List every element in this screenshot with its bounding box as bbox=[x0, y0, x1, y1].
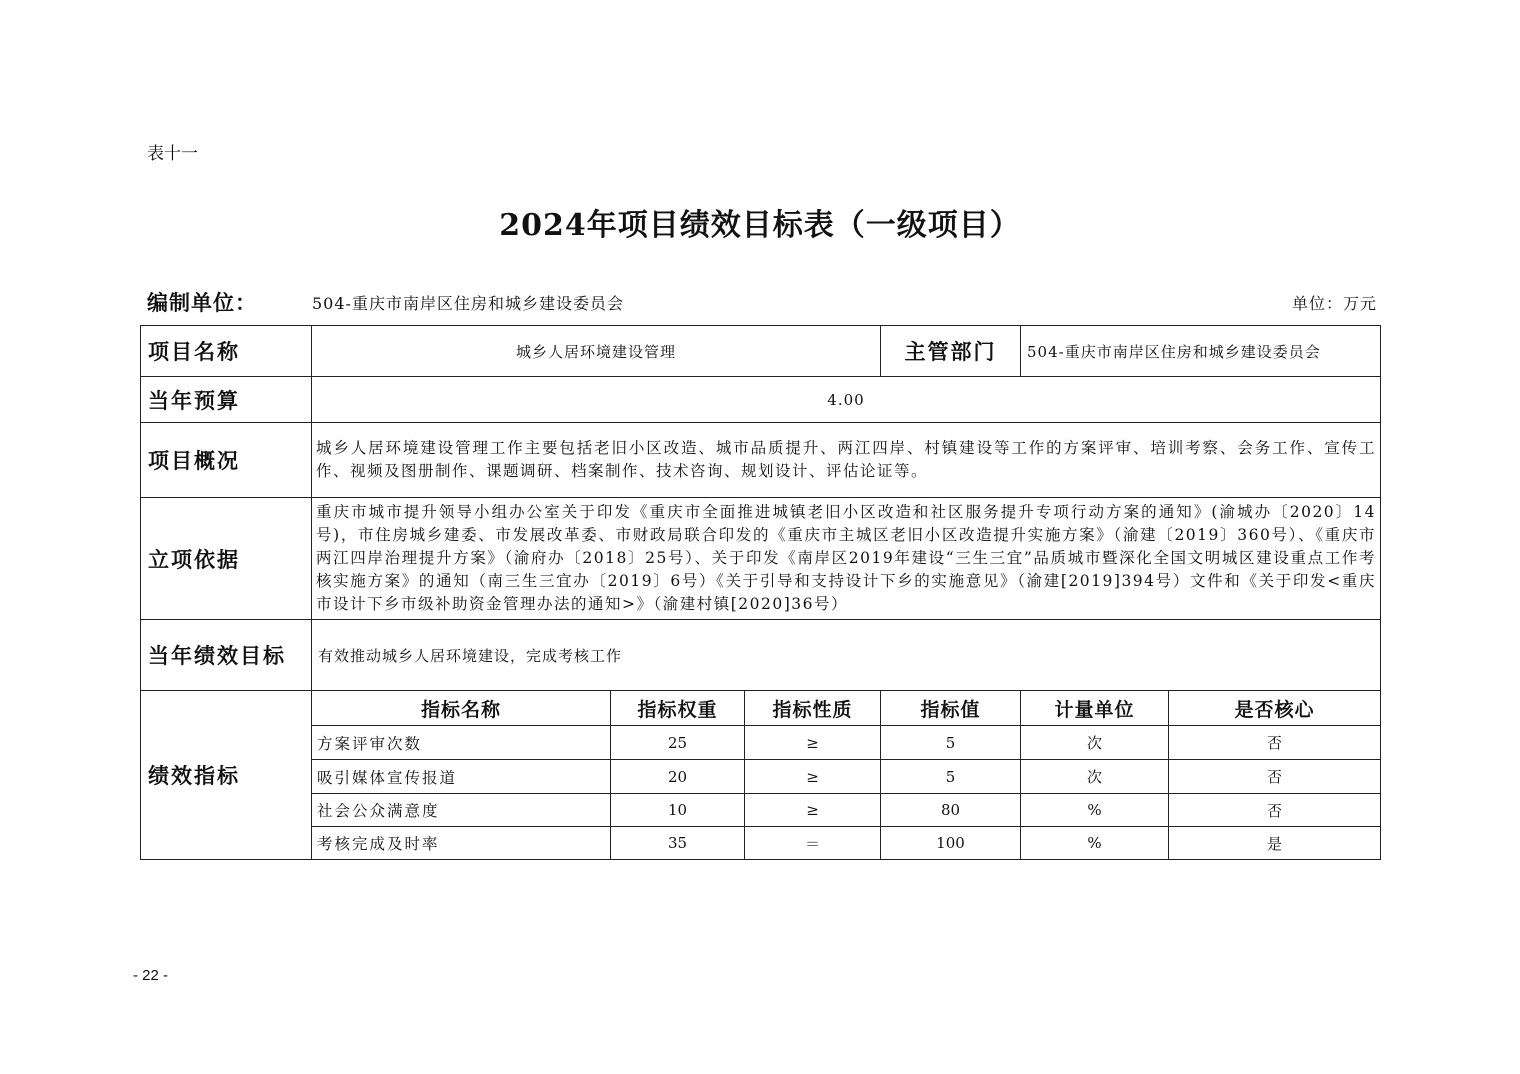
org-label: 编制单位： bbox=[147, 290, 257, 315]
indicator-name: 吸引媒体宣传报道 bbox=[312, 760, 611, 794]
table-label: 表十一 bbox=[147, 144, 198, 164]
indicator-core: 否 bbox=[1169, 794, 1381, 827]
indicator-name: 方案评审次数 bbox=[312, 726, 611, 760]
col-header-value: 指标值 bbox=[881, 691, 1021, 726]
indicator-weight: 25 bbox=[611, 726, 745, 760]
indicator-weight: 20 bbox=[611, 760, 745, 794]
indicator-value: 5 bbox=[881, 726, 1021, 760]
indicator-unit: 次 bbox=[1021, 726, 1169, 760]
basis-label: 立项依据 bbox=[141, 498, 312, 620]
indicator-weight: 35 bbox=[611, 827, 745, 860]
dept-value: 504-重庆市南岸区住房和城乡建设委员会 bbox=[1021, 326, 1381, 377]
overview-label: 项目概况 bbox=[141, 423, 312, 498]
unit-label: 单位：万元 bbox=[1291, 294, 1377, 313]
org-value: 504-重庆市南岸区住房和城乡建设委员会 bbox=[312, 294, 624, 313]
meta-row bbox=[147, 287, 1377, 317]
row-basis bbox=[141, 498, 1381, 620]
budget-value: 4.00 bbox=[312, 377, 1381, 423]
goal-value: 有效推动城乡人居环境建设，完成考核工作 bbox=[312, 620, 1381, 691]
table-row bbox=[141, 794, 1381, 827]
row-overview bbox=[141, 423, 1381, 498]
indicator-unit: % bbox=[1021, 827, 1169, 860]
indicator-core: 是 bbox=[1169, 827, 1381, 860]
indicator-nature: ≥ bbox=[745, 760, 881, 794]
budget-label: 当年预算 bbox=[141, 377, 312, 423]
table-row bbox=[141, 827, 1381, 860]
indicator-name: 考核完成及时率 bbox=[312, 827, 611, 860]
indicator-value: 100 bbox=[881, 827, 1021, 860]
col-header-name: 指标名称 bbox=[312, 691, 611, 726]
table-row bbox=[141, 726, 1381, 760]
project-name-value: 城乡人居环境建设管理 bbox=[312, 326, 881, 377]
indicator-core: 否 bbox=[1169, 760, 1381, 794]
indicator-nature: ≥ bbox=[745, 794, 881, 827]
indicator-name: 社会公众满意度 bbox=[312, 794, 611, 827]
indicator-unit: % bbox=[1021, 794, 1169, 827]
indicator-nature: ＝ bbox=[745, 827, 881, 860]
indicator-nature: ≥ bbox=[745, 726, 881, 760]
row-budget bbox=[141, 377, 1381, 423]
goal-label: 当年绩效目标 bbox=[141, 620, 312, 691]
table-row bbox=[141, 760, 1381, 794]
page-title: 2024年项目绩效目标表（一级项目） bbox=[499, 208, 1021, 243]
page-number: - 22 - bbox=[133, 967, 169, 984]
basis-value: 重庆市城市提升领导小组办公室关于印发《重庆市全面推进城镇老旧小区改造和社区服务提升专项行动方案的通知》(渝城办〔2020〕14号)，市住房城乡建委、市发展改革委、市财政局联合印发的《重庆市主城区老旧小区改造提升实施方案》（渝建〔2019〕360号）、《重庆市两江四岸治理提升方案》（渝府办〔2018〕25号）、关于印发《南岸区2019年建设“三生三宜”品质城市暨深化全国文明城区建设重点工作考核实施方案》的通知（南三生三宜办〔2019〕6号）《关于引导和支持设计下乡的实施意见》（渝建[2019]394号）文件和《关于印发<重庆市设计下乡市级补助资金管理办法的通知>》（渝建村镇[2020]36号） bbox=[312, 498, 1381, 620]
indicator-unit: 次 bbox=[1021, 760, 1169, 794]
col-header-core: 是否核心 bbox=[1169, 691, 1381, 726]
indicator-core: 否 bbox=[1169, 726, 1381, 760]
performance-table bbox=[140, 325, 1381, 860]
indicator-value: 80 bbox=[881, 794, 1021, 827]
project-name-label: 项目名称 bbox=[141, 326, 312, 377]
col-header-nature: 指标性质 bbox=[745, 691, 881, 726]
indicator-value: 5 bbox=[881, 760, 1021, 794]
col-header-weight: 指标权重 bbox=[611, 691, 745, 726]
row-project-name bbox=[141, 326, 1381, 377]
col-header-unit: 计量单位 bbox=[1021, 691, 1169, 726]
indicator-section-label: 绩效指标 bbox=[141, 691, 312, 860]
indicator-header-row bbox=[141, 691, 1381, 726]
indicator-weight: 10 bbox=[611, 794, 745, 827]
row-goal bbox=[141, 620, 1381, 691]
dept-label: 主管部门 bbox=[881, 326, 1021, 377]
overview-value: 城乡人居环境建设管理工作主要包括老旧小区改造、城市品质提升、两江四岸、村镇建设等工作的方案评审、培训考察、会务工作、宣传工作、视频及图册制作、课题调研、档案制作、技术咨询、规划设计、评估论证等。 bbox=[312, 423, 1381, 498]
